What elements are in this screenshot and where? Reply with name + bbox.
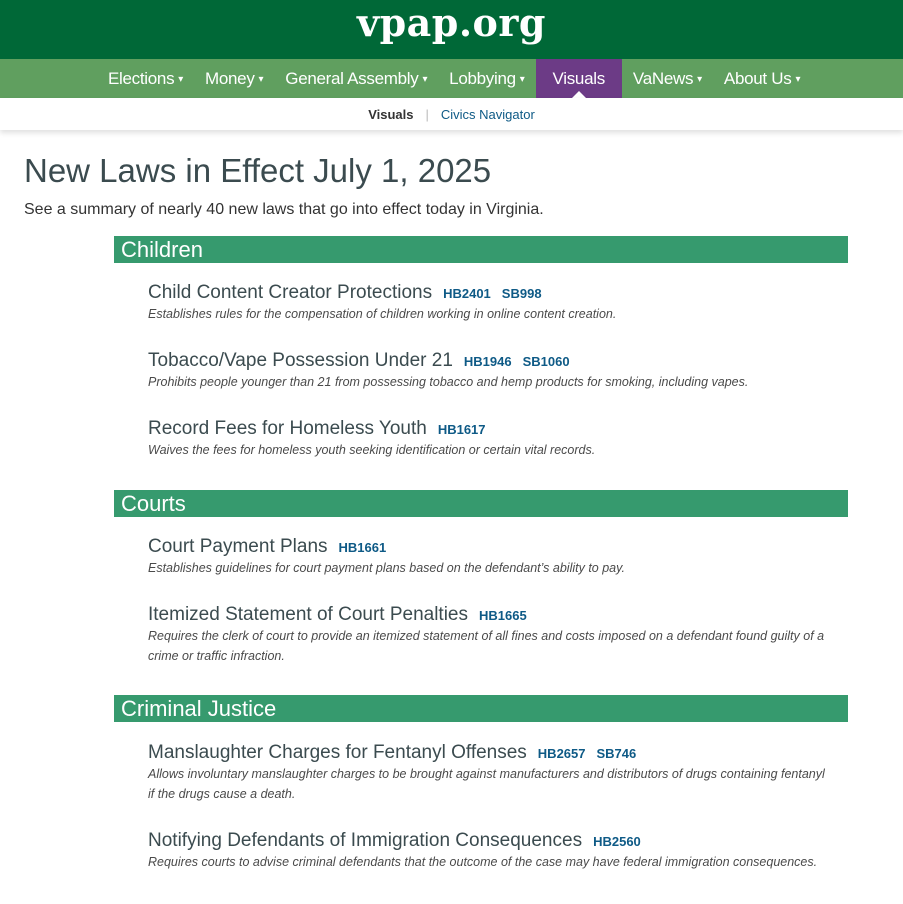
nav-item-vanews[interactable] [622, 59, 713, 98]
chevron-down-icon: ▾ [795, 74, 801, 85]
law-title: Notifying Defendants of Immigration Consequences [148, 830, 583, 851]
section-header-children: Children [114, 236, 848, 263]
nav-item-elections[interactable] [97, 59, 194, 98]
nav-item-general-assembly[interactable] [274, 59, 438, 98]
sub-nav [0, 98, 903, 130]
law-description: Allows involuntary manslaughter charges to be brought against manufacturers and distributors of drugs containing fentanyl if the drugs cause a death. [148, 767, 825, 801]
chevron-down-icon: ▾ [178, 74, 184, 85]
bill-link[interactable]: HB2560 [593, 834, 641, 849]
bill-link[interactable]: SB998 [501, 286, 542, 301]
law-title: Manslaughter Charges for Fentanyl Offenses [148, 742, 527, 763]
subnav-separator: | [425, 106, 429, 122]
law-item [148, 830, 828, 872]
chevron-down-icon: ▾ [258, 74, 264, 85]
nav-item-label: General Assembly [285, 68, 419, 88]
nav-item-label: Money [205, 68, 255, 88]
law-description: Waives the fees for homeless youth seeking identification or certain vital records. [148, 443, 596, 457]
bill-link[interactable]: SB1060 [522, 354, 570, 369]
nav-item-lobbying[interactable] [438, 59, 535, 98]
nav-item-visuals[interactable] [536, 59, 622, 98]
law-title: Itemized Statement of Court Penalties [148, 604, 468, 625]
bill-link[interactable]: HB2401 [443, 286, 491, 301]
nav-item-label: Elections [108, 68, 175, 88]
chevron-down-icon: ▾ [697, 74, 702, 85]
page-title: New Laws in Effect July 1, 2025 [24, 152, 492, 189]
active-pointer-icon [572, 91, 586, 98]
nav-item-label: Visuals [552, 68, 605, 88]
subnav-item-visuals[interactable]: Visuals [368, 106, 414, 122]
nav-item-money[interactable] [194, 59, 274, 98]
bill-link[interactable]: HB1617 [437, 422, 486, 437]
bill-link[interactable]: HB2657 [537, 746, 586, 761]
page-intro: See a summary of nearly 40 new laws that go into effect today in Virginia. [24, 201, 544, 218]
bill-link[interactable]: SB746 [596, 746, 637, 761]
section-header-criminal-justice: Criminal Justice [114, 695, 848, 722]
site-logo[interactable]: vpap.org [356, 0, 546, 45]
brand-bar [0, 0, 903, 59]
nav-item-label: VaNews [632, 68, 694, 88]
law-title: Court Payment Plans [148, 536, 328, 557]
main-nav-list [97, 59, 811, 98]
main-nav [0, 59, 903, 98]
nav-item-about-us[interactable] [713, 59, 811, 98]
law-description: Requires the clerk of court to provide an itemized statement of all fines and costs imposed on a defendant found guilty of a crime or traffic infraction. [148, 629, 825, 663]
bill-link[interactable]: HB1661 [338, 540, 387, 555]
law-item [148, 418, 828, 460]
law-description: Establishes guidelines for court payment plans based on the defendant’s ability to pay. [148, 561, 625, 575]
law-item [148, 536, 828, 578]
subnav-item-civics-navigator[interactable]: Civics Navigator [440, 106, 535, 122]
law-title: Child Content Creator Protections [148, 282, 433, 303]
chevron-down-icon: ▾ [519, 74, 525, 85]
chevron-down-icon: ▾ [422, 74, 428, 85]
bill-link[interactable]: HB1665 [479, 608, 527, 623]
law-item [148, 282, 828, 324]
law-item [148, 604, 828, 666]
nav-item-label: About Us [723, 68, 792, 88]
nav-item-label: Lobbying [449, 68, 516, 88]
law-description: Prohibits people younger than 21 from possessing tobacco and hemp products for smoking, including vapes. [148, 375, 749, 389]
law-item [148, 742, 828, 804]
law-description: Requires courts to advise criminal defendants that the outcome of the case may have federal immigration consequences. [148, 855, 818, 869]
law-title: Tobacco/Vape Possession Under 21 [148, 350, 453, 371]
law-description: Establishes rules for the compensation of children working in online content creation. [148, 307, 617, 321]
law-title: Record Fees for Homeless Youth [148, 418, 427, 439]
section-header-courts: Courts [114, 490, 848, 517]
bill-link[interactable]: HB1946 [463, 354, 512, 369]
law-item [148, 350, 828, 392]
